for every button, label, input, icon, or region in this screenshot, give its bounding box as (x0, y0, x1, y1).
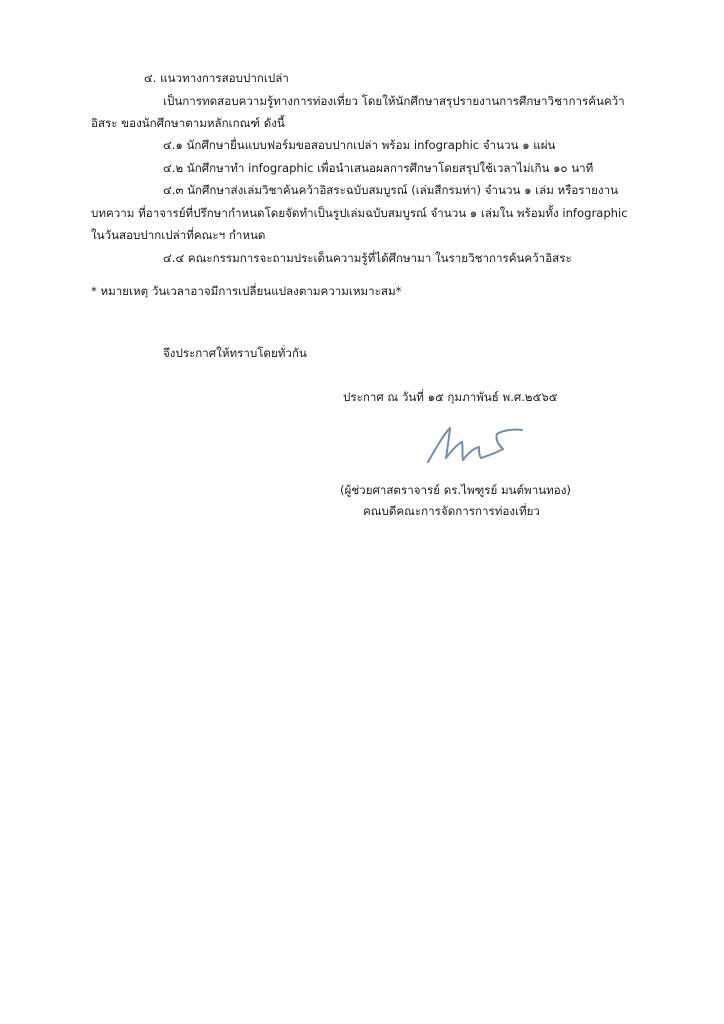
item-4-3-line-1: ๔.๓ นักศึกษาส่งเล่มวิชาค้นคว้าอิสระฉบับสมบูรณ์ (เล่มสีกรมท่า) จำนวน ๑ เล่ม หรือรายงาน (163, 183, 619, 197)
item-4-4: ๔.๔ คณะกรรมการจะถามประเด็นความรู้ที่ได้ศึกษามา ในรายวิชาการค้นคว้าอิสระ (163, 251, 572, 265)
item-4-3-line-2: บทความ ที่อาจารย์ที่ปรึกษากำหนดโดยจัดทำเป็นรูปเล่มฉบับสมบูรณ์ จำนวน ๑ เล่มใน พร้อมทั้ง infographic (91, 206, 628, 220)
item-4-1: ๔.๑ นักศึกษายื่นแบบฟอร์มขอสอบปากเปล่า พร้อม infographic จำนวน ๑ แผ่น (163, 138, 556, 152)
item-4-3-line-3: ในวันสอบปากเปล่าที่คณะฯ กำหนด (91, 228, 266, 242)
intro-line-2: อิสระ ของนักศึกษาตามหลักเกณฑ์ ดังนี้ (91, 116, 285, 130)
note: * หมายเหตุ วันเวลาอาจมีการเปลี่ยนแปลงตามความเหมาะสม* (91, 284, 402, 298)
signer-name: (ผู้ช่วยศาสตราจารย์ ดร.ไพฑูรย์ มนต์พานทอง) (340, 483, 571, 497)
closing-statement: จึงประกาศให้ทราบโดยทั่วกัน (163, 346, 307, 360)
signer-title: คณบดีคณะการจัดการการท่องเที่ยว (363, 504, 540, 518)
announcement-date: ประกาศ ณ วันที่ ๑๕ กุมภาพันธ์ พ.ศ.๒๕๖๕ (343, 390, 558, 404)
intro-line-1: เป็นการทดสอบความรู้ทางการท่องเที่ยว โดยให้นักศึกษาสรุปรายงานการศึกษาวิชาการค้นคว้า (163, 94, 625, 108)
item-4-2: ๔.๒ นักศึกษาทำ infographic เพื่อนำเสนอผลการศึกษาโดยสรุปใช้เวลาไม่เกิน ๑๐ นาที (163, 161, 594, 175)
section-heading: ๔. แนวทางการสอบปากเปล่า (144, 71, 289, 85)
signature-image (422, 422, 532, 468)
